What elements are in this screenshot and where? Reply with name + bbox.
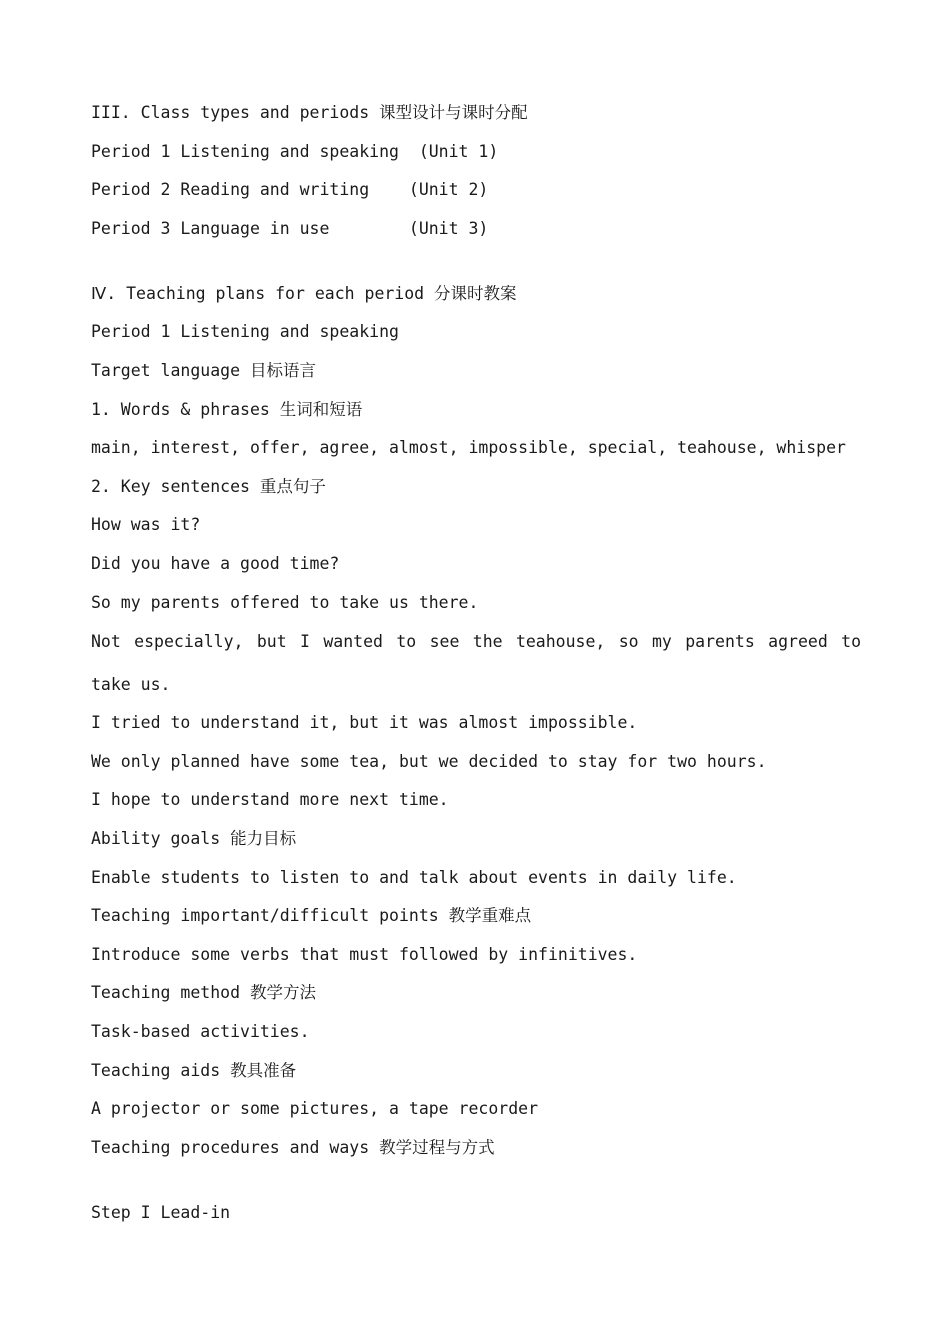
sentence-line: I hope to understand more next time. — [91, 790, 449, 809]
period-2-line: Period 2 Reading and writing (Unit 2) — [91, 180, 489, 199]
period-1-line: Period 1 Listening and speaking (Unit 1) — [91, 142, 499, 161]
teaching-method-text: Task-based activities. — [91, 1022, 310, 1041]
section-heading-class-types: III. Class types and periods 课型设计与课时分配 — [91, 103, 528, 122]
sentence-line: We only planned have some tea, but we decided to stay for two hours. — [91, 752, 767, 771]
vocabulary-list: main, interest, offer, agree, almost, impossible, special, teahouse, whisper — [91, 438, 846, 457]
teaching-points-heading: Teaching important/difficult points 教学重难点 — [91, 906, 532, 925]
teaching-procedures-heading: Teaching procedures and ways 教学过程与方式 — [91, 1138, 495, 1157]
ability-goals-text: Enable students to listen to and talk about events in daily life. — [91, 868, 737, 887]
sentence-line-wrapped: Not especially, but I wanted to see the teahouse, so my parents agreed to take us. — [91, 632, 861, 694]
ability-goals-heading: Ability goals 能力目标 — [91, 829, 297, 848]
words-phrases-heading: 1. Words & phrases 生词和短语 — [91, 400, 363, 419]
teaching-points-text: Introduce some verbs that must followed by infinitives. — [91, 945, 638, 964]
sentence-line: So my parents offered to take us there. — [91, 593, 479, 612]
sentence-line: How was it? — [91, 515, 201, 534]
teaching-aids-heading: Teaching aids 教具准备 — [91, 1061, 297, 1080]
target-language-heading: Target language 目标语言 — [91, 361, 316, 380]
period-3-line: Period 3 Language in use (Unit 3) — [91, 219, 489, 238]
period-1-heading: Period 1 Listening and speaking — [91, 322, 399, 341]
section-heading-teaching-plans: Ⅳ. Teaching plans for each period 分课时教案 — [91, 284, 517, 303]
sentence-line: Did you have a good time? — [91, 554, 340, 573]
step-1-heading: Step I Lead-in — [91, 1203, 231, 1222]
teaching-aids-text: A projector or some pictures, a tape recorder — [91, 1099, 539, 1118]
sentence-line: I tried to understand it, but it was almost impossible. — [91, 713, 638, 732]
key-sentences-heading: 2. Key sentences 重点句子 — [91, 477, 326, 496]
teaching-method-heading: Teaching method 教学方法 — [91, 983, 316, 1002]
